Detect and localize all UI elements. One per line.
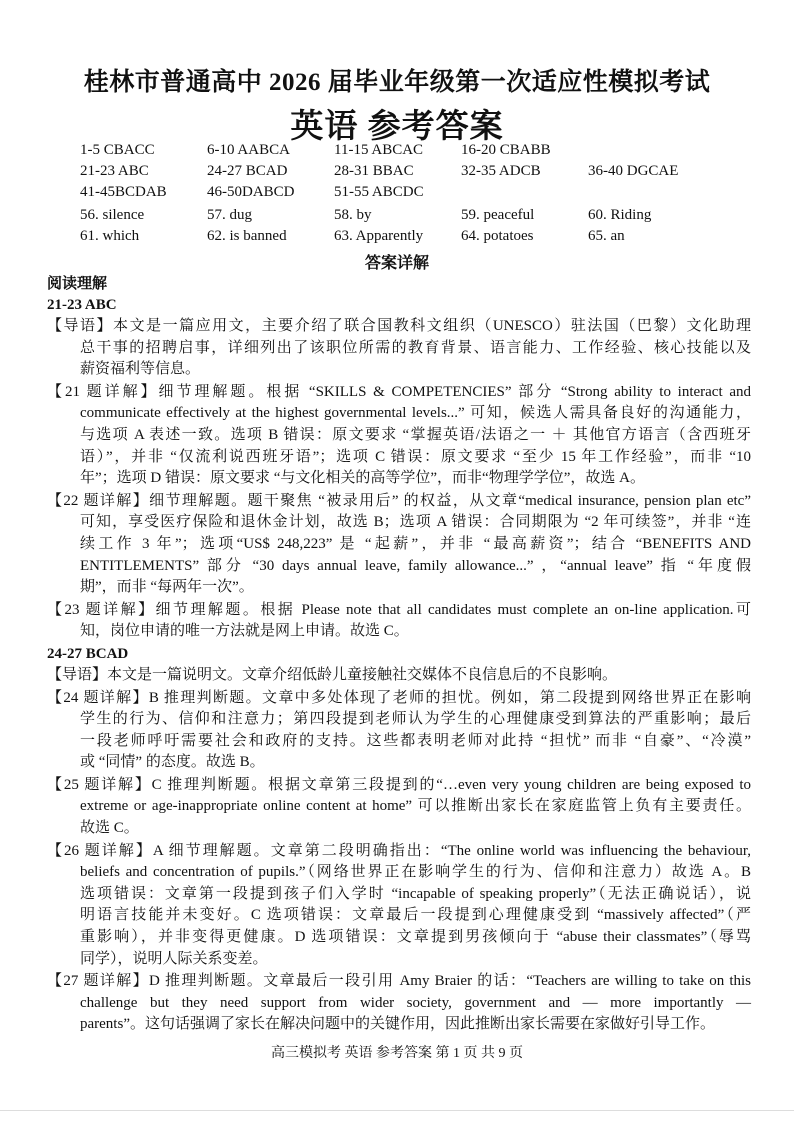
bottom-divider [0,1110,794,1111]
text-line: 学生的行为、信仰和注意力；第四段提到老师认为学生的心理健康受到算法的严重影响；最后 [80,711,751,728]
explanations [47,274,751,1037]
explanation-paragraph [47,775,751,840]
part-title: 阅读理解 [47,276,108,292]
section-title: 答案详解 [364,255,429,272]
answer-item: 56. silence [80,207,145,223]
answer-item: 21-23 ABC [80,163,149,179]
answer-item: 46-50DABCD [207,184,295,200]
text-line: 【24 题详解】B 推理判断题。文章中多处体现了老师的担忧。例如，第二段提到网络世界正在影响 [47,689,751,706]
text-line: 薪资福利等信息。 [80,361,201,378]
text-line: communicate effectively at the highest governmental levels...” 可知，候选人需具备良好的沟通能力， [80,405,751,422]
text-line: 续工作 3 年”；选项“US$ 248,223” 是 “起薪”，并非 “最高薪资”；结合 “BENEFITS AND [80,535,751,552]
explanation-paragraph [47,382,751,490]
answer-item: 24-27 BCAD [207,163,288,179]
text-line: 明语言技能并未变好。C 选项错误：文章最后一段提到心理健康受到 “massively affected”（严 [80,907,751,924]
text-line: 【23 题详解】细节理解题。根据 Please note that all candidates must complete an on-line application.可 [47,601,751,618]
answer-item: 32-35 ADCB [461,163,541,179]
answer-item: 64. potatoes [461,228,534,244]
text-line: 【导语】本文是一篇应用文，主要介绍了联合国教科文组织（UNESCO）驻法国（巴黎）文化助理 [47,318,751,334]
text-line: 【26 题详解】A 细节理解题。文章第二段明确指出：“The online world was influencing the behaviour, [47,842,751,859]
answer-item: 60. Riding [588,207,652,223]
explanation-paragraph [47,688,751,774]
answer-item: 11-15 ABCAC [334,142,424,158]
text-line: 或 “同情” 的态度。故选 B。 [80,754,265,771]
text-line: 【27 题详解】D 推理判断题。文章最后一段引用 Amy Braier 的话：“Teachers are willing to take on this [47,973,751,990]
answer-item: 6-10 AABCA [207,142,290,158]
explanation-paragraph [47,600,751,643]
text-line: 语）”，并非 “仅流利说西班牙语”；选项 C 错误：原文要求 “至少 15 年工作经验”，而非 “10 [80,448,751,465]
answer-item: 62. is banned [207,228,287,244]
text-line: 年”；选项 D 错误：原文要求 “与文化相关的高等学位”，而非“物理学学位”，故选 A。 [80,470,645,487]
explanation-paragraph [47,971,751,1036]
answer-item: 51-55 ABCDC [334,184,424,200]
answer-item: 59. peaceful [461,207,535,223]
answer-item: 16-20 CBABB [461,142,551,158]
page-footer: 高三模拟考 英语 参考答案 第 1 页 共 9 页 [271,1046,523,1061]
exam-subtitle: 英语 参考答案 [290,109,504,145]
text-line: 同学），说明人际关系变差。 [80,950,268,967]
text-line: 【21 题详解】细节理解题。根据 “SKILLS & COMPETENCIES” 部分 “Strong ability to interact and [47,383,751,400]
answer-item: 61. which [80,228,140,244]
explanation-paragraph [47,665,751,687]
text-line: extreme or age-inappropriate online content at home” 可以推断出家长在家庭监管上负有主要责任。 [80,798,751,815]
text-line: beliefs and concentration of pupils.”（网络世界正在影响学生的行为、信仰和注意力）故选 A。B [80,864,751,881]
answer-item: 57. dug [207,207,252,223]
text-line: 重影响），并非变得更健康。D 选项错误：文章提到男孩倾向于 “abuse their classmates”（辱骂 [80,929,751,946]
group-heading: 21-23 ABC [47,297,117,313]
answer-item: 36-40 DGCAE [588,163,679,179]
text-line: challenge but they need support from wider society, government and — more importantly — [80,994,751,1011]
text-line: 选项错误：文章第一段提到孩子们入学时 “incapable of speaking properly”（无法正确说话），说 [80,885,751,902]
text-line: 【22 题详解】细节理解题。题干聚焦 “被录用后” 的权益，从文章“medical insurance, pension plan etc” [47,492,751,509]
text-line: ENTITLEMENTS” 部分 “30 days annual leave, family allowance...” ，“annual leave” 指 “年度假 [80,557,751,574]
text-line: 与选项 A 表述一致。选项 B 错误：原文要求 “掌握英语/法语之一 ＋ 其他官方语言（含西班牙 [80,426,751,443]
explanation-paragraph [47,316,751,381]
explanation-paragraph [47,491,751,599]
text-line: 期”，而非 “每两年一次”。 [80,579,254,596]
text-line: 【25 题详解】C 推理判断题。根据文章第三段提到的“…even very young children are being exposed to [47,776,751,793]
answer-item: 41-45BCDAB [80,184,167,200]
exam-title: 桂林市普通高中 2026 届毕业年级第一次适应性模拟考试 [83,69,711,96]
text-line: 可知，享受医疗保险和退休金计划，故选 B；选项 A 错误：合同期限为 “2 年可续签”，并非 “连 [80,514,751,531]
text-line: 知，岗位申请的唯一方法就是网上申请。故选 C。 [80,623,409,640]
answer-item: 63. Apparently [334,228,424,244]
explanation-paragraph [47,841,751,971]
text-line: 【导语】本文是一篇说明文。文章介绍低龄儿童接触社交媒体不良信息后的不良影响。 [47,666,618,683]
answer-item: 58. by [334,207,372,223]
text-line: 一段老师呼吁需要社会和政府的支持。这些都表明老师对此持 “担忧” 而非 “自豪”、“冷漠” [80,732,751,749]
text-line: 故选 C。 [80,820,139,837]
answer-item: 65. an [588,228,625,244]
text-line: parents”。这句话强调了家长在解决问题中的关键作用，因此推断出家长需要在家做好引导工作。 [80,1016,715,1033]
text-line: 总干事的招聘启事，详细列出了该职位所需的教育背景、语言能力、工作经验、核心技能以及 [80,339,751,356]
answer-item: 28-31 BBAC [334,163,414,179]
group-heading: 24-27 BCAD [47,645,129,662]
answer-item: 1-5 CBACC [80,142,155,158]
